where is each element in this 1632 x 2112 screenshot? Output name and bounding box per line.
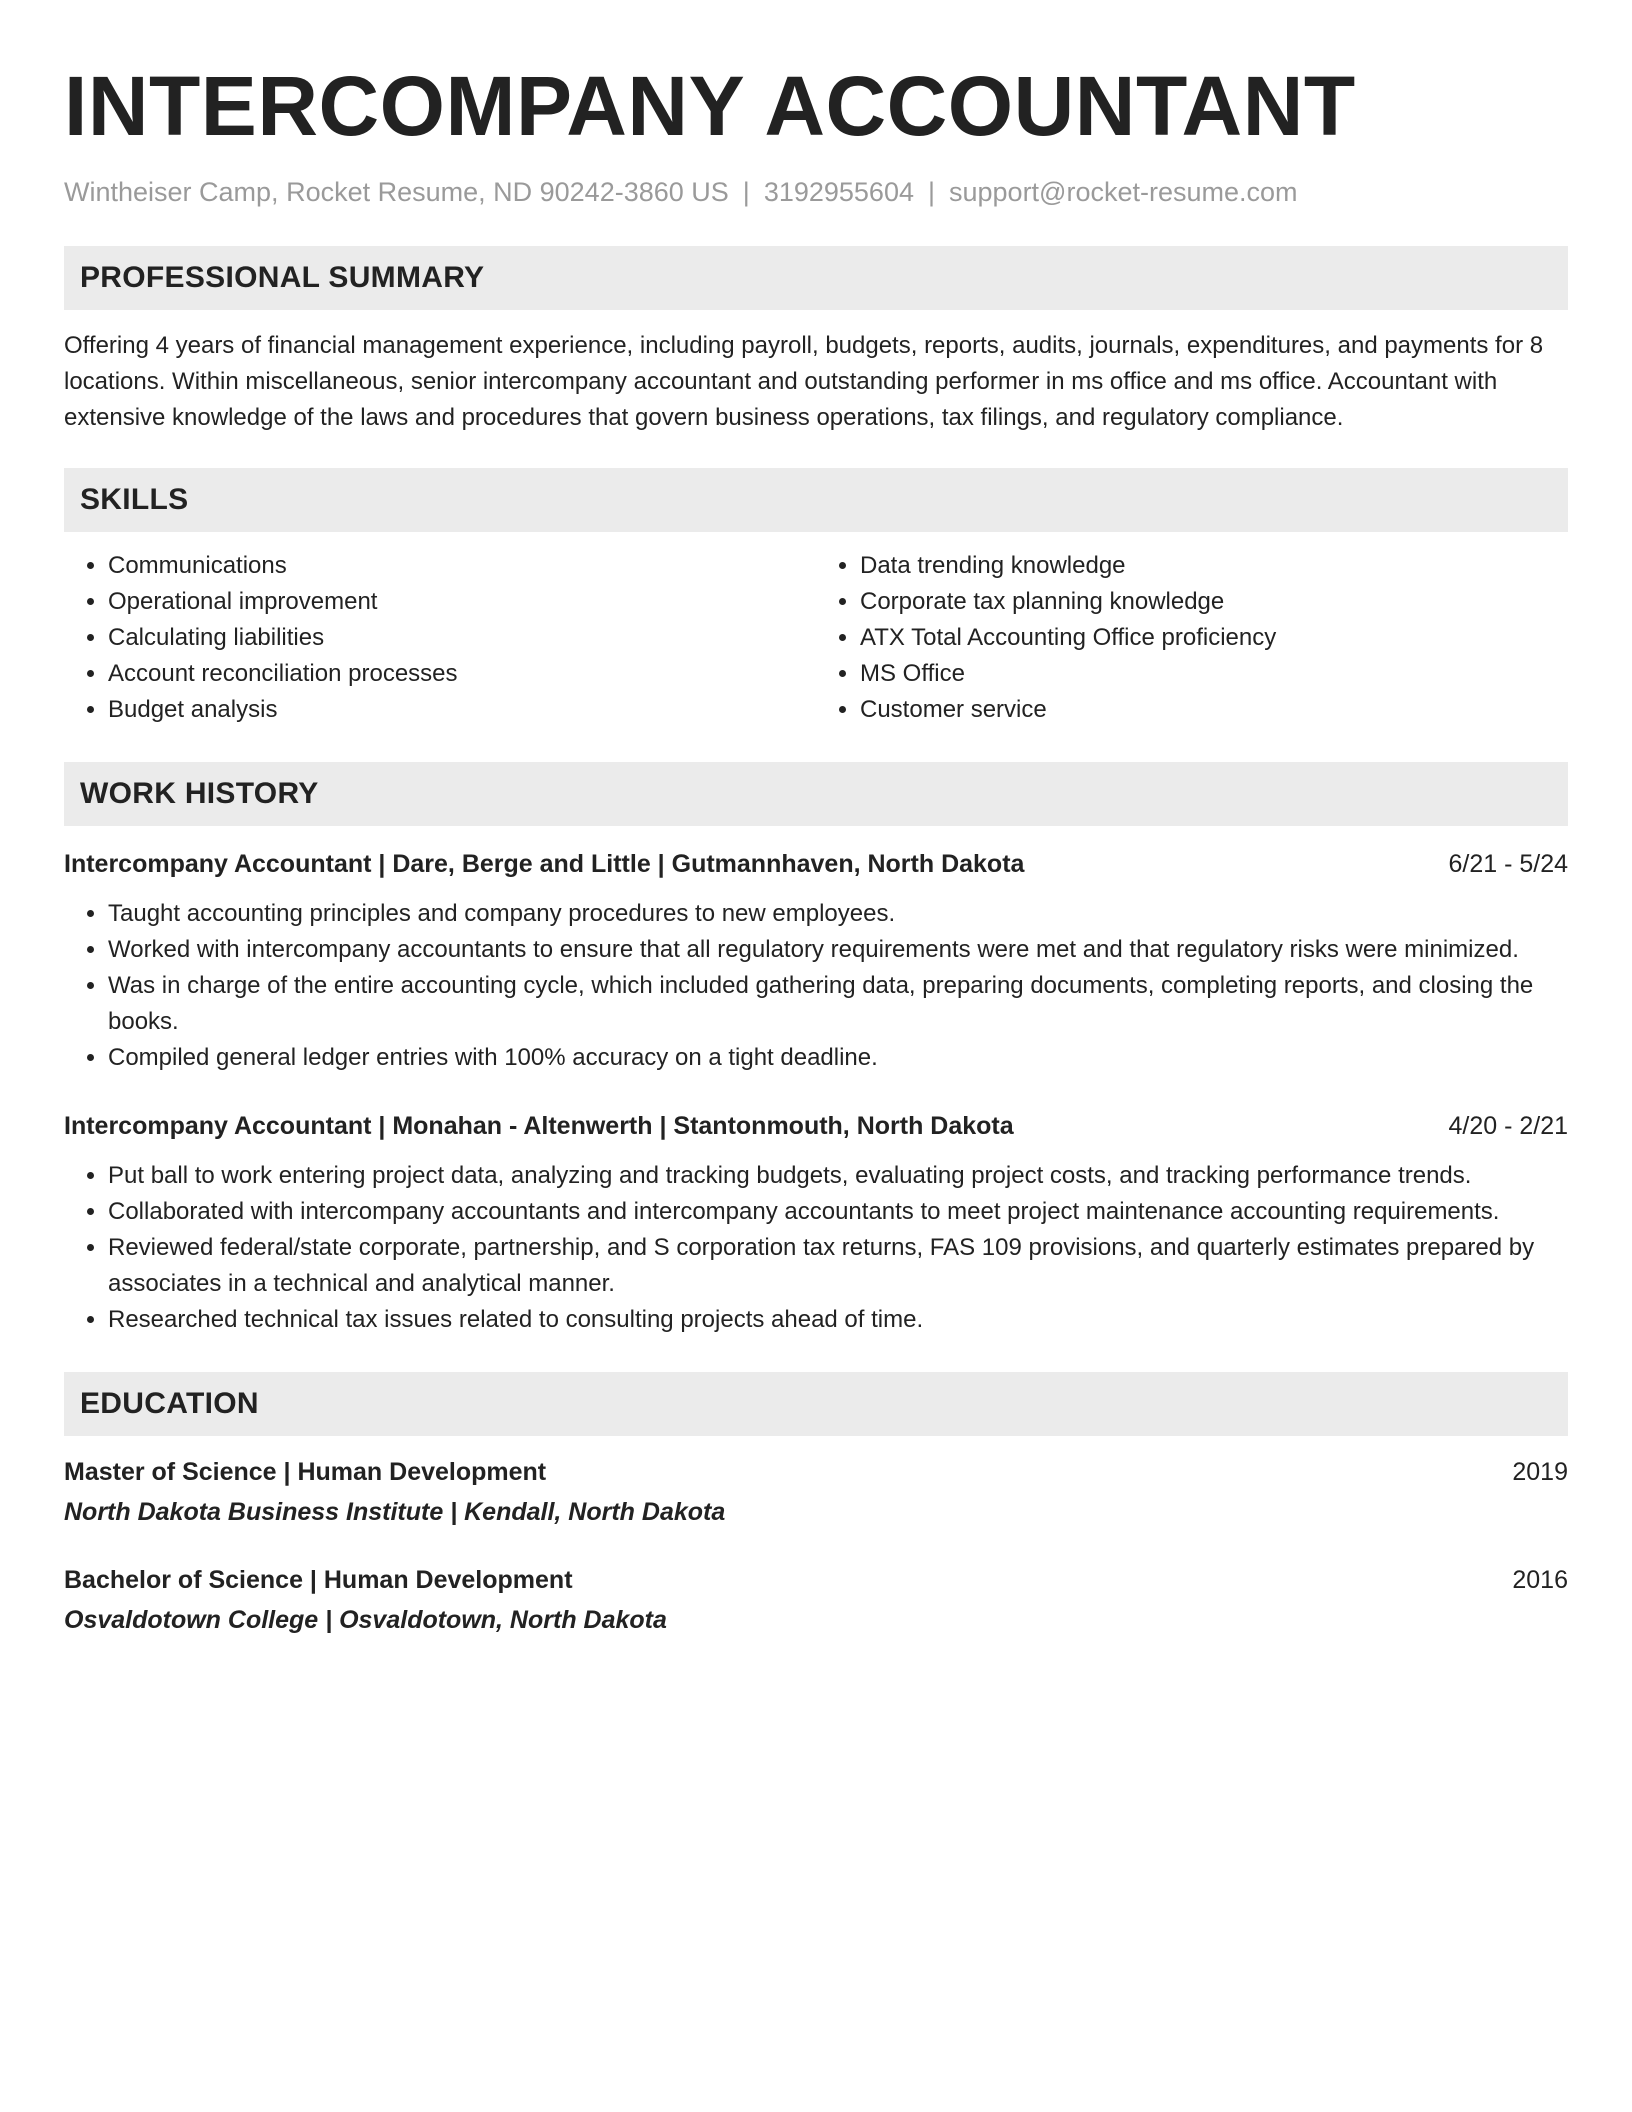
job-entry	[64, 846, 1568, 1076]
education-entry	[64, 1562, 1568, 1638]
education-entry	[64, 1454, 1568, 1530]
job-header	[64, 1108, 1568, 1144]
summary-text: Offering 4 years of financial management experience, including payroll, budgets, reports, audits, journals, expenditures, and payments for 8 locations. Within miscellaneous, senior intercompany accountant and outstanding performer in ms office and ms office. Accountant with extensive knowledge of the laws and procedures that govern business operations, tax filings, and regulatory compliance.	[64, 332, 1544, 431]
skill-item: • Customer service	[860, 692, 1568, 728]
skills-section-header	[64, 468, 1568, 532]
skill-item: • Communications	[108, 548, 816, 584]
contact-line	[64, 174, 1568, 210]
education-school: Osvaldotown College | Osvaldotown, North Dakota	[64, 1606, 667, 1634]
skill-item: • Calculating liabilities	[108, 620, 816, 656]
contact-separator: |	[927, 177, 935, 207]
skill-item: • Budget analysis	[108, 692, 816, 728]
skill-item: • Corporate tax planning knowledge	[860, 584, 1568, 620]
education-header	[64, 1454, 1568, 1490]
skills-heading: SKILLS	[80, 483, 189, 516]
job-bullet: • Researched technical tax issues related to consulting projects ahead of time.	[108, 1302, 1568, 1338]
education-section-header	[64, 1372, 1568, 1436]
job-dates: 4/20 - 2/21	[1448, 1112, 1568, 1140]
skills-column-right	[816, 548, 1568, 728]
job-bullets	[64, 896, 1568, 1076]
job-bullet: • Collaborated with intercompany accountants and intercompany accountants to meet project maintenance accounting requirements.	[108, 1194, 1568, 1230]
skill-item: • Account reconciliation processes	[108, 656, 816, 692]
education-year: 2019	[1512, 1458, 1568, 1486]
education-degree: Master of Science | Human Development	[64, 1458, 547, 1486]
contact-email: support@rocket-resume.com	[949, 177, 1298, 207]
summary-section-header	[64, 246, 1568, 310]
contact-separator: |	[742, 177, 750, 207]
job-dates: 6/21 - 5/24	[1448, 850, 1568, 878]
job-bullet: • Reviewed federal/state corporate, partnership, and S corporation tax returns, FAS 109 provisions, and quarterly estimates prepared by associates in a technical and analytical manner.	[108, 1230, 1568, 1302]
skills-list	[64, 548, 1568, 728]
work-heading: WORK HISTORY	[80, 777, 319, 810]
job-header	[64, 846, 1568, 882]
education-header	[64, 1562, 1568, 1598]
skill-item: • Operational improvement	[108, 584, 816, 620]
job-entry	[64, 1108, 1568, 1338]
skill-item: • Data trending knowledge	[860, 548, 1568, 584]
job-bullet: • Compiled general ledger entries with 100% accuracy on a tight deadline.	[108, 1040, 1568, 1076]
contact-address: Wintheiser Camp, Rocket Resume, ND 90242-3860 US	[64, 177, 729, 207]
job-bullet: • Taught accounting principles and company procedures to new employees.	[108, 896, 1568, 932]
job-bullet: • Was in charge of the entire accounting cycle, which included gathering data, preparing documents, completing reports, and closing the books.	[108, 968, 1568, 1040]
education-school: North Dakota Business Institute | Kendall, North Dakota	[64, 1498, 726, 1526]
job-bullet: • Put ball to work entering project data, analyzing and tracking budgets, evaluating project costs, and tracking performance trends.	[108, 1158, 1568, 1194]
work-section-header	[64, 762, 1568, 826]
job-bullet: • Worked with intercompany accountants to ensure that all regulatory requirements were met and that regulatory risks were minimized.	[108, 932, 1568, 968]
skill-item: • MS Office	[860, 656, 1568, 692]
job-bullets	[64, 1158, 1568, 1338]
summary-heading: PROFESSIONAL SUMMARY	[80, 261, 485, 294]
education-year: 2016	[1512, 1566, 1568, 1594]
job-title: Intercompany Accountant | Dare, Berge and Little | Gutmannhaven, North Dakota	[64, 850, 1025, 878]
education-degree: Bachelor of Science | Human Development	[64, 1566, 573, 1594]
skill-item: • ATX Total Accounting Office proficiency	[860, 620, 1568, 656]
job-title: Intercompany Accountant | Monahan - Altenwerth | Stantonmouth, North Dakota	[64, 1112, 1014, 1140]
contact-phone: 3192955604	[763, 177, 914, 207]
resume-name: INTERCOMPANY ACCOUNTANT	[64, 59, 1356, 153]
skills-column-left	[64, 548, 816, 728]
education-heading: EDUCATION	[80, 1387, 259, 1420]
